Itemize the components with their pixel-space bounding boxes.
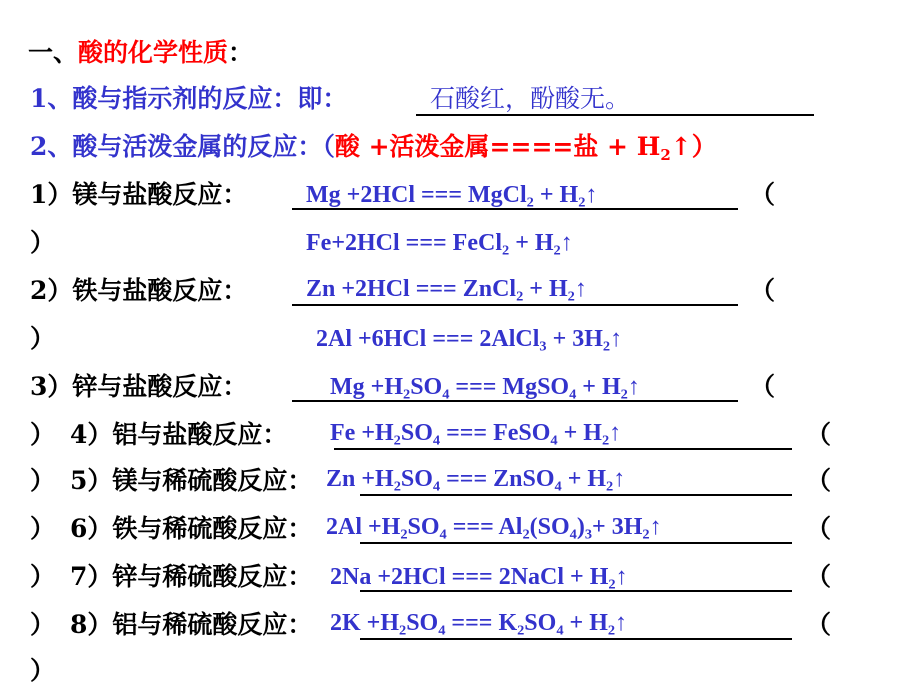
question-8-close-paren: ） (30, 656, 56, 685)
answer-equation-9: 2Na +2HCl === 2NaCl + H₂↑ (330, 564, 628, 590)
question-2-blank-line (292, 304, 738, 306)
question-6-label: 6）铁与稀硫酸反应： (70, 514, 313, 543)
item1-blank-line (416, 114, 814, 116)
answer-equation-2: Fe+2HCl === FeCl₂ + H₂↑ (306, 230, 573, 256)
question-3-label: 3）锌与盐酸反应： (30, 372, 248, 401)
question-5-blank-line (360, 494, 792, 496)
question-7-open-paren: （ (806, 562, 832, 591)
answer-equation-1: Mg +2HCl === MgCl₂ + H₂↑ (306, 182, 598, 208)
heading-title: 酸的化学性质 (78, 38, 229, 67)
question-8-blank-line (360, 638, 792, 640)
question-5-label: 5）镁与稀硫酸反应： (70, 466, 313, 495)
question-2-close-paren: ） (30, 324, 56, 353)
answer-equation-4: 2Al +6HCl === 2AlCl₃ + 3H₂↑ (316, 326, 623, 352)
item2-label (30, 132, 717, 162)
question-1-label: 1）镁与盐酸反应： (30, 180, 248, 209)
item2-rule-text: 酸 +活泼金属====盐 + H (334, 132, 661, 161)
section-heading (28, 38, 253, 68)
item2-rule (334, 132, 717, 164)
question-2-open-paren: （ (750, 276, 776, 305)
answer-equation-6: Fe +H₂SO₄ === FeSO₄ + H₂↑ (330, 420, 622, 446)
question-3-open-paren: （ (750, 372, 776, 401)
question-1-close-paren: ） (30, 228, 56, 257)
question-3-close-paren: ） (30, 420, 56, 449)
item2-label-text: 2、酸与活泼金属的反应：（ (30, 132, 335, 161)
question-6-blank-line (360, 542, 792, 544)
question-6-close-paren: ） (30, 562, 56, 591)
question-8-label: 8）铝与稀硫酸反应： (70, 610, 313, 639)
question-1-open-paren: （ (750, 180, 776, 209)
item1-answer: 石酸红，酚酸无。 (430, 84, 631, 113)
question-6-open-paren: （ (806, 514, 832, 543)
heading-prefix: 一、 (28, 38, 79, 67)
question-5-open-paren: （ (806, 466, 832, 495)
answer-equation-5: Mg +H₂SO₄ === MgSO₄ + H₂↑ (330, 374, 640, 400)
question-4-open-paren: （ (806, 420, 832, 449)
answer-equation-8: 2Al +H₂SO₄ === Al₂(SO₄)₃+ 3H₂↑ (326, 514, 662, 540)
item1-label: 1、酸与指示剂的反应：即： (30, 84, 348, 113)
question-7-label: 7）锌与稀硫酸反应： (70, 562, 313, 591)
item2-rule-sub: 2 (660, 146, 671, 164)
question-4-blank-line (334, 448, 792, 450)
question-5-close-paren: ） (30, 514, 56, 543)
question-4-close-paren: ） (30, 466, 56, 495)
answer-equation-3: Zn +2HCl === ZnCl₂ + H₂↑ (306, 276, 587, 302)
question-7-close-paren: ） (30, 610, 56, 639)
question-4-label: 4）铝与盐酸反应： (70, 420, 288, 449)
question-8-open-paren: （ (806, 610, 832, 639)
answer-equation-7: Zn +H₂SO₄ === ZnSO₄ + H₂↑ (326, 466, 626, 492)
item2-rule-end: ↑） (670, 132, 717, 161)
question-2-label: 2）铁与盐酸反应： (30, 276, 248, 305)
heading-suffix: ： (228, 38, 254, 67)
answer-equation-10: 2K +H₂SO₄ === K₂SO₄ + H₂↑ (330, 610, 628, 636)
